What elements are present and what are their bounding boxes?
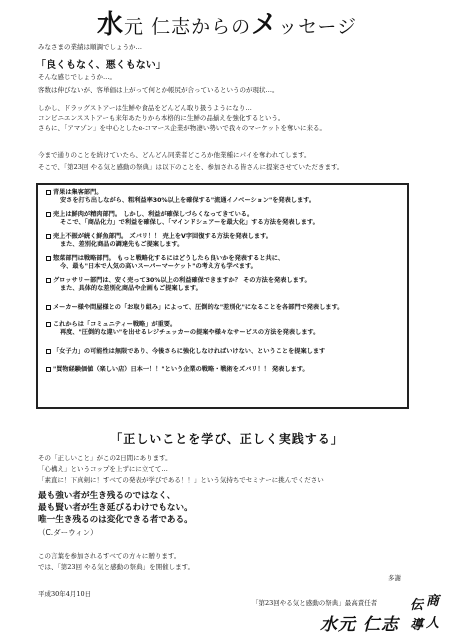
intro-line: 客数は伸びないが、客単価は上がって何とか帳尻が合っているというのが現状…。 (38, 86, 279, 94)
checkbox-icon (46, 305, 51, 310)
motto-heading: 「正しいことを学び、正しく実践する」 (110, 432, 344, 446)
quote-line: 最も賢い者が生き延びるわけでもない。 (38, 503, 193, 513)
checkbox-icon (46, 367, 51, 372)
after-line: 「素直に！下真剣に！すべての発表が学びである！！」という気持ちでセミナーに挑んでください (38, 476, 324, 484)
after-line: その「正しいこと」がこの2日間にあります。 (38, 454, 172, 462)
checkbox-icon (46, 278, 51, 283)
date-text: 平成30年4月10日 (38, 590, 92, 598)
proposal-item: 「女子力」の可能性は無限であり、今後さらに強化しなければいけない、ということを提案します (46, 348, 402, 356)
after-line: 「心構え」というコップを上ずにに立てて… (38, 465, 168, 473)
checkbox-icon (46, 349, 51, 354)
closing-line: では、「第23回 やる気と感動の祭典」を開催します。 (38, 563, 195, 571)
signature-block (252, 590, 448, 640)
quote-line: 最も強い者が生き残るのではなく、 (38, 491, 176, 501)
proposal-item: 売上は鮮肉が精肉部門。 しかし、利益が確保しづらくなってきている。 そこで、「商品化力」で利益を確保し、「マインドシェアーを最大化」する方法を発表します。 (46, 211, 402, 226)
intro-line: 今まで通りのことを続けていたら、どんどん同業者どころか他業種にパイを奪われてします。 (38, 151, 311, 159)
title-text-1: 元 仁志からの (124, 16, 252, 38)
proposal-item: 惣菜部門は戦略部門。 もっと戦略化するにはどうしたら良いかを発表すると共に、 今、最も"日本で人気の高いスーパーマーケット"の考え方も学べます。 (46, 255, 402, 270)
checkbox-icon (46, 212, 51, 217)
title-text-2: ッセージ (278, 16, 357, 38)
proposal-item: これからは「コミュニティー戦略」が重要。 再度、"圧倒的な違い"を出せるレジチェッカーの提案や様々なサービスの方法を発表します。 (46, 321, 402, 336)
title-char-2: メ (251, 10, 279, 40)
intro-line: そんな感じでしょうか…。 (38, 73, 116, 81)
thanks-text: 多謝 (388, 574, 401, 582)
signature-caption: 「第23回やる気と感動の祭典」最高責任者 (252, 599, 378, 607)
proposal-item: "買物経験価値（楽しい店）日本一！！"という企業の戦略・戦術をズバリ！！ 発表します。 (46, 366, 402, 374)
checkbox-icon (46, 322, 51, 327)
proposal-item: メーカー様や問屋様との「お取り組み」によって、圧倒的な"差別化"になることを各部門で発表します。 (46, 304, 402, 312)
intro-line: そこで、「第23回 やる気と感動の祭典」は以下のことを、参加される皆さんに提案させていただきます。 (38, 163, 344, 171)
seal-stamp: 伝 商 導 人 (410, 594, 440, 633)
intro-headline: 「良くもなく、悪くもない」 (36, 60, 166, 71)
quote-line: 唯一生き残るのは変化できる者である。 (38, 515, 193, 525)
proposal-item: 青果は集客部門。 安さを打ち出しながら、粗利益率30%以上を確保する"流通イノベーション"を発表します。 (46, 189, 402, 204)
intro-line: さらに、「アマゾン」を中心としたe-コマース企業が物凄い勢いで我々のマーケットを奪いに来る。 (38, 124, 326, 132)
intro-line: みなさまの業績は順調でしょうか… (38, 43, 142, 51)
quote-attribution: （C.ダーウィン） (38, 528, 98, 537)
proposal-item: グロッサリー部門は、安く売って30%以上の利益確保できますか？ その方法を発表します。 また、具体的な差別化商品や企画もご提案します。 (46, 277, 402, 292)
proposal-item: 売上不振が続く鮮魚部門。 ズバリ！！ 売上をV字回復する方法を発表します。 また、差別化商品の調達先もご提案します。 (46, 233, 402, 248)
closing-line: この言葉を参加されるすべての方々に贈ります。 (38, 552, 181, 560)
intro-line: コンビニエンスストアーも来年あたりから本格的に生鮮の品揃えを強化するという。 (38, 114, 285, 122)
intro-line: しかし、ドラッグストアーは生鮮や食品をどんどん取り扱うようになり… (38, 104, 252, 112)
checkbox-icon (46, 234, 51, 239)
checkbox-icon (46, 256, 51, 261)
signature-name: 水元 仁志 (320, 615, 399, 635)
title-char-1: 水 (97, 10, 125, 40)
page-title (0, 4, 454, 41)
checkbox-icon (46, 190, 51, 195)
